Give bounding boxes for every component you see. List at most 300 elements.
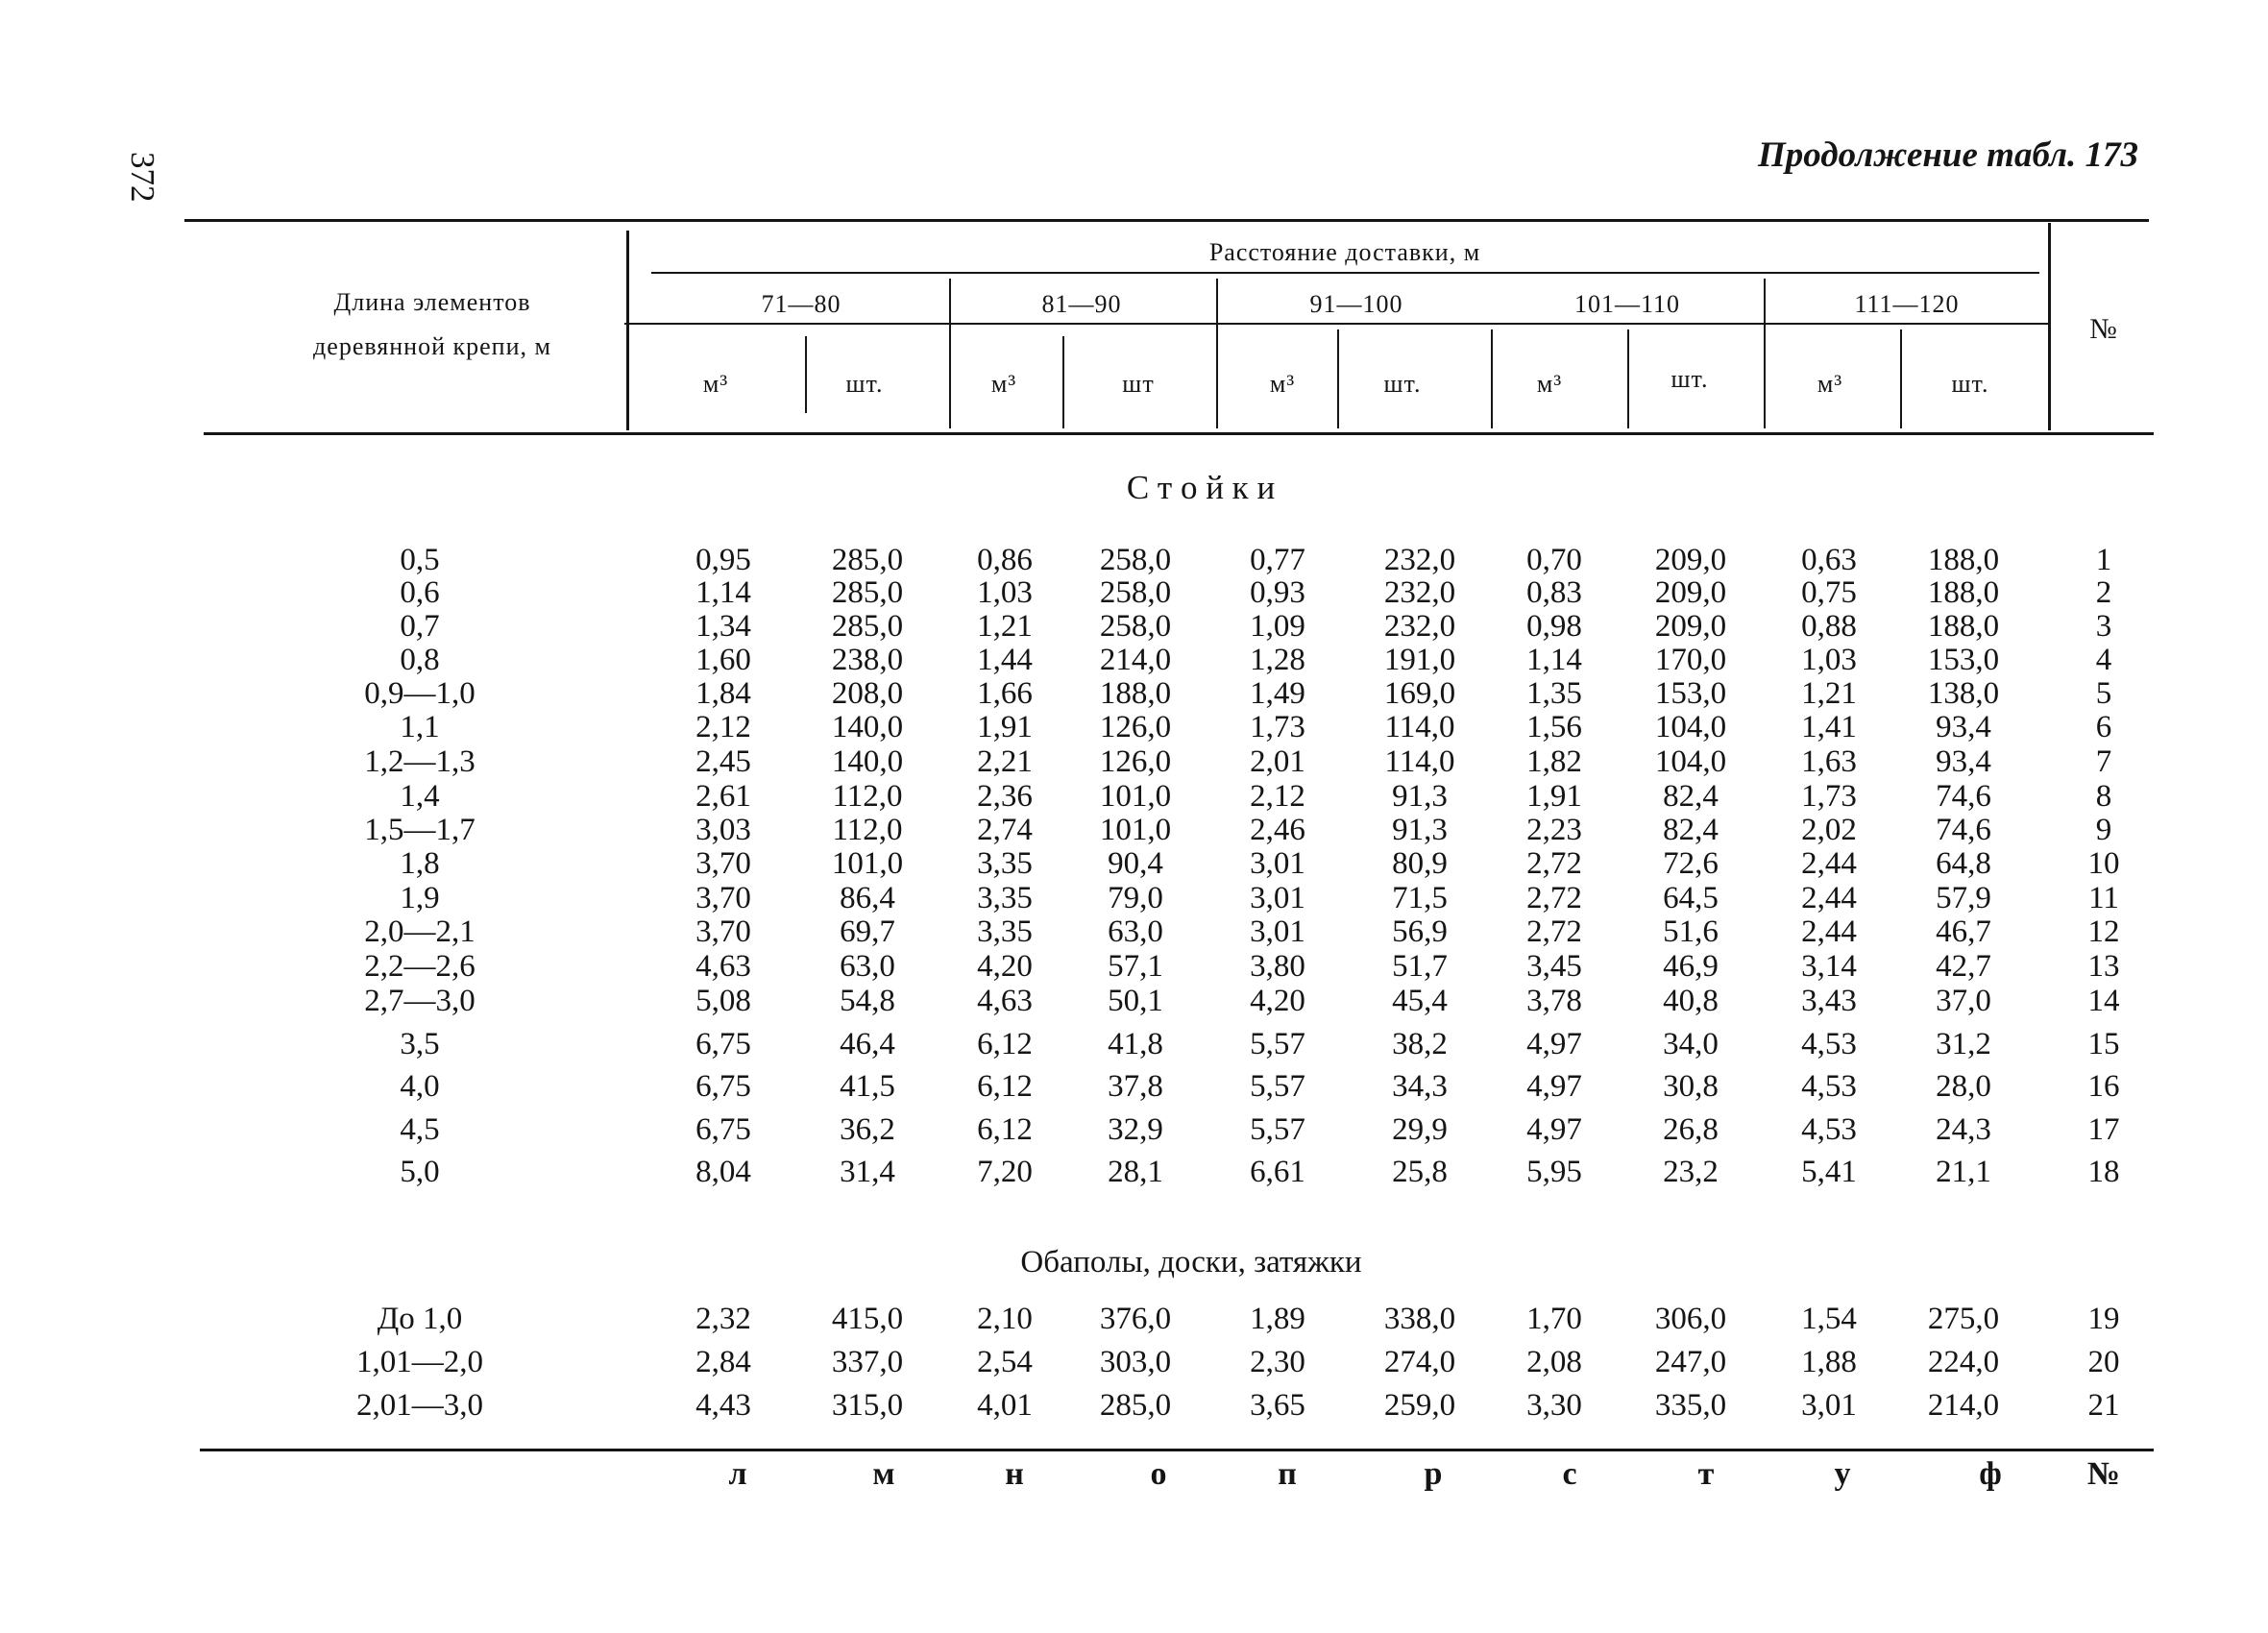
- value-cell: 1,56: [1526, 710, 1582, 744]
- value-cell: 69,7: [840, 914, 895, 949]
- value-cell: 114,0: [1384, 744, 1455, 779]
- table-row: [0, 814, 2268, 846]
- value-cell: 214,0: [1927, 1388, 2000, 1423]
- value-cell: 4,97: [1526, 1027, 1582, 1061]
- value-cell: 93,4: [1936, 710, 1991, 744]
- value-cell: 140,0: [831, 710, 904, 744]
- value-cell: 6,75: [695, 1112, 751, 1147]
- value-cell: 74,6: [1936, 779, 1991, 814]
- value-cell: 1,09: [1250, 609, 1305, 644]
- unit-label: шт.: [1383, 370, 1422, 398]
- row-length-cell: 1,01—2,0: [356, 1345, 483, 1379]
- value-cell: 285,0: [831, 575, 904, 610]
- value-cell: 3,35: [977, 881, 1033, 915]
- unit-label: шт: [1122, 370, 1155, 398]
- range-divider-4: [1764, 279, 1766, 428]
- value-cell: 126,0: [1099, 710, 1172, 744]
- value-cell: 4,53: [1801, 1069, 1857, 1104]
- value-cell: 4,01: [977, 1388, 1033, 1423]
- value-cell: 209,0: [1654, 609, 1727, 644]
- value-cell: 1,91: [1526, 779, 1582, 814]
- value-cell: 3,01: [1250, 881, 1305, 915]
- value-cell: 4,53: [1801, 1027, 1857, 1061]
- value-cell: 2,36: [977, 779, 1033, 814]
- row-length-cell: 5,0: [400, 1155, 440, 1189]
- value-cell: 3,35: [977, 914, 1033, 949]
- value-cell: 7,20: [977, 1155, 1033, 1189]
- value-cell: 1,60: [695, 643, 751, 677]
- row-number-cell: 3: [2095, 609, 2112, 644]
- value-cell: 3,65: [1250, 1388, 1305, 1423]
- value-cell: 5,57: [1250, 1112, 1305, 1147]
- value-cell: 1,88: [1801, 1345, 1857, 1379]
- value-cell: 1,49: [1250, 676, 1305, 711]
- value-cell: 4,63: [695, 949, 751, 984]
- value-cell: 188,0: [1927, 609, 2000, 644]
- row-length-cell: 1,4: [400, 779, 440, 814]
- value-cell: 2,72: [1526, 846, 1582, 881]
- range-label: 111—120: [1854, 290, 1960, 318]
- row-length-cell: 1,9: [400, 881, 440, 915]
- value-cell: 3,14: [1801, 949, 1857, 984]
- row-label-line1: Длина элементов: [333, 288, 531, 316]
- row-length-cell: 2,7—3,0: [364, 984, 476, 1018]
- value-cell: 32,9: [1108, 1112, 1163, 1147]
- value-cell: 338,0: [1383, 1302, 1456, 1336]
- unit-label: м³: [1817, 370, 1843, 398]
- value-cell: 238,0: [831, 643, 904, 677]
- row-number-cell: 15: [2087, 1027, 2120, 1061]
- value-cell: 72,6: [1663, 846, 1719, 881]
- row-length-cell: 2,0—2,1: [364, 914, 476, 949]
- section-title-stoiki: С т о й к и: [1126, 469, 1276, 506]
- value-cell: 57,9: [1936, 881, 1991, 915]
- value-cell: 2,74: [977, 813, 1033, 847]
- value-cell: 1,73: [1801, 779, 1857, 814]
- table-row: [0, 644, 2268, 676]
- row-number-cell: 21: [2087, 1388, 2120, 1423]
- row-length-cell: 1,2—1,3: [364, 744, 476, 779]
- value-cell: 2,10: [977, 1302, 1033, 1336]
- row-number-cell: 8: [2095, 779, 2112, 814]
- value-cell: 45,4: [1392, 984, 1448, 1018]
- header-divider-right: [2048, 223, 2051, 430]
- value-cell: 8,04: [695, 1155, 751, 1189]
- table-row: [0, 1156, 2268, 1188]
- unit-label: м³: [1536, 370, 1563, 398]
- value-cell: 26,8: [1663, 1112, 1719, 1147]
- table-row: [0, 711, 2268, 743]
- table-row: [0, 1303, 2268, 1335]
- unit-label: м³: [990, 370, 1017, 398]
- value-cell: 232,0: [1383, 543, 1456, 577]
- value-cell: 50,1: [1108, 984, 1163, 1018]
- value-cell: 4,97: [1526, 1112, 1582, 1147]
- value-cell: 1,89: [1250, 1302, 1305, 1336]
- value-cell: 34,3: [1392, 1069, 1448, 1104]
- value-cell: 0,93: [1250, 575, 1305, 610]
- value-cell: 46,7: [1936, 914, 1991, 949]
- value-cell: 6,75: [695, 1069, 751, 1104]
- value-cell: 6,12: [977, 1069, 1033, 1104]
- value-cell: 51,7: [1392, 949, 1448, 984]
- value-cell: 232,0: [1383, 609, 1456, 644]
- value-cell: 31,2: [1936, 1027, 1991, 1061]
- row-number-cell: 9: [2095, 813, 2112, 847]
- value-cell: 3,30: [1526, 1388, 1582, 1423]
- value-cell: 101,0: [1099, 779, 1172, 814]
- value-cell: 4,53: [1801, 1112, 1857, 1147]
- row-label-line2: деревянной крепи, м: [313, 332, 551, 360]
- row-length-cell: 1,1: [400, 710, 440, 744]
- range-underline: [624, 323, 2051, 325]
- table-row: [0, 1346, 2268, 1378]
- value-cell: 37,8: [1108, 1069, 1163, 1104]
- page-number: 372: [124, 152, 161, 203]
- row-number-cell: 12: [2087, 914, 2120, 949]
- value-cell: 208,0: [831, 676, 904, 711]
- unit-label: шт.: [1671, 365, 1709, 393]
- unit-label: м³: [1269, 370, 1296, 398]
- value-cell: 1,91: [977, 710, 1033, 744]
- unit-divider-1: [805, 336, 807, 413]
- value-cell: 0,86: [977, 543, 1033, 577]
- value-cell: 41,5: [840, 1069, 895, 1104]
- range-divider-2: [1216, 279, 1218, 428]
- value-cell: 2,12: [695, 710, 751, 744]
- footer-letter: т: [1697, 1456, 1715, 1492]
- value-cell: 0,75: [1801, 575, 1857, 610]
- value-cell: 2,72: [1526, 914, 1582, 949]
- value-cell: 3,03: [695, 813, 751, 847]
- value-cell: 2,44: [1801, 846, 1857, 881]
- table-caption: Продолжение табл. 173: [1758, 135, 2138, 175]
- value-cell: 285,0: [1099, 1388, 1172, 1423]
- value-cell: 232,0: [1383, 575, 1456, 610]
- value-cell: 63,0: [840, 949, 895, 984]
- row-number-cell: 10: [2087, 846, 2120, 881]
- row-number-cell: 19: [2087, 1302, 2120, 1336]
- value-cell: 3,01: [1250, 914, 1305, 949]
- value-cell: 1,35: [1526, 676, 1582, 711]
- table-row: [0, 985, 2268, 1017]
- value-cell: 3,01: [1801, 1388, 1857, 1423]
- table-bottom-rule: [200, 1449, 2154, 1451]
- unit-divider-2: [1062, 336, 1064, 428]
- value-cell: 126,0: [1099, 744, 1172, 779]
- unit-divider-3: [1337, 329, 1339, 428]
- row-length-cell: 2,2—2,6: [364, 949, 476, 984]
- value-cell: 41,8: [1108, 1027, 1163, 1061]
- footer-letter: н: [1005, 1456, 1024, 1492]
- table-row: [0, 1389, 2268, 1422]
- value-cell: 153,0: [1927, 643, 2000, 677]
- row-length-cell: 4,5: [400, 1112, 440, 1147]
- value-cell: 1,63: [1801, 744, 1857, 779]
- row-length-cell: 4,0: [400, 1069, 440, 1104]
- footer-letter: у: [1834, 1456, 1851, 1492]
- number-column-label: №: [2089, 313, 2118, 345]
- footer-letter: №: [2086, 1456, 2121, 1492]
- value-cell: 315,0: [831, 1388, 904, 1423]
- value-cell: 21,1: [1936, 1155, 1991, 1189]
- value-cell: 46,9: [1663, 949, 1719, 984]
- value-cell: 1,03: [1801, 643, 1857, 677]
- value-cell: 2,72: [1526, 881, 1582, 915]
- value-cell: 2,08: [1526, 1345, 1582, 1379]
- top-rule: [184, 219, 2149, 222]
- value-cell: 51,6: [1663, 914, 1719, 949]
- value-cell: 140,0: [831, 744, 904, 779]
- row-length-cell: 2,01—3,0: [356, 1388, 483, 1423]
- footer-letter: л: [728, 1456, 747, 1492]
- value-cell: 82,4: [1663, 779, 1719, 814]
- row-number-cell: 1: [2095, 543, 2112, 577]
- value-cell: 64,8: [1936, 846, 1991, 881]
- value-cell: 2,32: [695, 1302, 751, 1336]
- value-cell: 4,20: [1250, 984, 1305, 1018]
- value-cell: 2,54: [977, 1345, 1033, 1379]
- value-cell: 258,0: [1099, 543, 1172, 577]
- value-cell: 1,70: [1526, 1302, 1582, 1336]
- value-cell: 23,2: [1663, 1155, 1719, 1189]
- value-cell: 101,0: [831, 846, 904, 881]
- value-cell: 28,0: [1936, 1069, 1991, 1104]
- value-cell: 5,08: [695, 984, 751, 1018]
- value-cell: 3,35: [977, 846, 1033, 881]
- value-cell: 170,0: [1654, 643, 1727, 677]
- value-cell: 247,0: [1654, 1345, 1727, 1379]
- value-cell: 6,12: [977, 1112, 1033, 1147]
- value-cell: 90,4: [1108, 846, 1163, 881]
- value-cell: 275,0: [1927, 1302, 2000, 1336]
- value-cell: 4,20: [977, 949, 1033, 984]
- value-cell: 138,0: [1927, 676, 2000, 711]
- value-cell: 224,0: [1927, 1345, 2000, 1379]
- value-cell: 40,8: [1663, 984, 1719, 1018]
- range-label: 71—80: [761, 290, 841, 318]
- value-cell: 3,01: [1250, 846, 1305, 881]
- value-cell: 71,5: [1392, 881, 1448, 915]
- value-cell: 6,61: [1250, 1155, 1305, 1189]
- value-cell: 101,0: [1099, 813, 1172, 847]
- table-row: [0, 576, 2268, 609]
- value-cell: 0,70: [1526, 543, 1582, 577]
- table-row: [0, 847, 2268, 880]
- value-cell: 2,30: [1250, 1345, 1305, 1379]
- table-row: [0, 1028, 2268, 1060]
- value-cell: 104,0: [1654, 710, 1727, 744]
- table-row: [0, 677, 2268, 710]
- row-number-cell: 13: [2087, 949, 2120, 984]
- row-length-cell: 0,7: [400, 609, 440, 644]
- value-cell: 303,0: [1099, 1345, 1172, 1379]
- row-number-cell: 5: [2095, 676, 2112, 711]
- value-cell: 0,95: [695, 543, 751, 577]
- value-cell: 1,44: [977, 643, 1033, 677]
- value-cell: 285,0: [831, 543, 904, 577]
- value-cell: 2,44: [1801, 881, 1857, 915]
- value-cell: 2,84: [695, 1345, 751, 1379]
- table-row: [0, 610, 2268, 643]
- value-cell: 56,9: [1392, 914, 1448, 949]
- value-cell: 376,0: [1099, 1302, 1172, 1336]
- value-cell: 1,21: [1801, 676, 1857, 711]
- value-cell: 24,3: [1936, 1112, 1991, 1147]
- row-number-cell: 17: [2087, 1112, 2120, 1147]
- row-number-cell: 14: [2087, 984, 2120, 1018]
- value-cell: 54,8: [840, 984, 895, 1018]
- row-number-cell: 18: [2087, 1155, 2120, 1189]
- value-cell: 29,9: [1392, 1112, 1448, 1147]
- row-length-cell: 3,5: [400, 1027, 440, 1061]
- row-number-cell: 20: [2087, 1345, 2120, 1379]
- value-cell: 2,45: [695, 744, 751, 779]
- value-cell: 337,0: [831, 1345, 904, 1379]
- value-cell: 1,66: [977, 676, 1033, 711]
- unit-label: м³: [702, 370, 729, 398]
- unit-label: шт.: [1951, 370, 1989, 398]
- value-cell: 5,41: [1801, 1155, 1857, 1189]
- value-cell: 5,57: [1250, 1069, 1305, 1104]
- value-cell: 3,45: [1526, 949, 1582, 984]
- value-cell: 335,0: [1654, 1388, 1727, 1423]
- value-cell: 6,12: [977, 1027, 1033, 1061]
- value-cell: 2,44: [1801, 914, 1857, 949]
- value-cell: 1,34: [695, 609, 751, 644]
- table-row: [0, 745, 2268, 778]
- value-cell: 28,1: [1108, 1155, 1163, 1189]
- unit-divider-6: [1900, 329, 1902, 428]
- value-cell: 104,0: [1654, 744, 1727, 779]
- value-cell: 0,83: [1526, 575, 1582, 610]
- footer-letter: р: [1424, 1456, 1443, 1492]
- row-number-cell: 11: [2088, 881, 2119, 915]
- value-cell: 82,4: [1663, 813, 1719, 847]
- row-length-cell: 0,5: [400, 543, 440, 577]
- table-row: [0, 780, 2268, 813]
- value-cell: 91,3: [1392, 813, 1448, 847]
- value-cell: 37,0: [1936, 984, 1991, 1018]
- table-row: [0, 915, 2268, 948]
- row-number-cell: 16: [2087, 1069, 2120, 1104]
- value-cell: 1,54: [1801, 1302, 1857, 1336]
- value-cell: 1,14: [695, 575, 751, 610]
- value-cell: 188,0: [1927, 543, 2000, 577]
- value-cell: 3,70: [695, 914, 751, 949]
- value-cell: 258,0: [1099, 575, 1172, 610]
- value-cell: 2,21: [977, 744, 1033, 779]
- value-cell: 1,21: [977, 609, 1033, 644]
- value-cell: 0,98: [1526, 609, 1582, 644]
- footer-letter: с: [1562, 1456, 1577, 1492]
- value-cell: 63,0: [1108, 914, 1163, 949]
- value-cell: 2,61: [695, 779, 751, 814]
- range-label: 101—110: [1573, 290, 1681, 318]
- value-cell: 3,78: [1526, 984, 1582, 1018]
- value-cell: 2,23: [1526, 813, 1582, 847]
- distance-title: Расстояние доставки, м: [1208, 238, 1481, 266]
- value-cell: 258,0: [1099, 609, 1172, 644]
- unit-label: шт.: [845, 370, 884, 398]
- value-cell: 1,28: [1250, 643, 1305, 677]
- value-cell: 2,01: [1250, 744, 1305, 779]
- table-row: [0, 1113, 2268, 1146]
- value-cell: 306,0: [1654, 1302, 1727, 1336]
- value-cell: 25,8: [1392, 1155, 1448, 1189]
- value-cell: 2,12: [1250, 779, 1305, 814]
- value-cell: 153,0: [1654, 676, 1727, 711]
- row-length-cell: До 1,0: [377, 1302, 463, 1336]
- value-cell: 42,7: [1936, 949, 1991, 984]
- value-cell: 4,63: [977, 984, 1033, 1018]
- value-cell: 5,57: [1250, 1027, 1305, 1061]
- value-cell: 214,0: [1099, 643, 1172, 677]
- row-number-cell: 2: [2095, 575, 2112, 610]
- value-cell: 91,3: [1392, 779, 1448, 814]
- value-cell: 0,88: [1801, 609, 1857, 644]
- value-cell: 46,4: [840, 1027, 895, 1061]
- value-cell: 2,46: [1250, 813, 1305, 847]
- value-cell: 36,2: [840, 1112, 895, 1147]
- row-number-cell: 7: [2095, 744, 2112, 779]
- value-cell: 112,0: [832, 813, 903, 847]
- value-cell: 285,0: [831, 609, 904, 644]
- value-cell: 6,75: [695, 1027, 751, 1061]
- value-cell: 1,03: [977, 575, 1033, 610]
- value-cell: 38,2: [1392, 1027, 1448, 1061]
- value-cell: 93,4: [1936, 744, 1991, 779]
- value-cell: 1,73: [1250, 710, 1305, 744]
- value-cell: 1,84: [695, 676, 751, 711]
- footer-letter: п: [1278, 1456, 1297, 1492]
- unit-divider-4: [1491, 329, 1493, 428]
- value-cell: 209,0: [1654, 575, 1727, 610]
- row-length-cell: 0,9—1,0: [364, 676, 476, 711]
- value-cell: 86,4: [840, 881, 895, 915]
- unit-divider-5: [1627, 329, 1629, 428]
- table-row: [0, 882, 2268, 914]
- value-cell: 274,0: [1383, 1345, 1456, 1379]
- value-cell: 31,4: [840, 1155, 895, 1189]
- row-number-cell: 4: [2095, 643, 2112, 677]
- footer-letter: м: [872, 1456, 895, 1492]
- value-cell: 169,0: [1383, 676, 1456, 711]
- value-cell: 79,0: [1108, 881, 1163, 915]
- row-number-cell: 6: [2095, 710, 2112, 744]
- value-cell: 415,0: [831, 1302, 904, 1336]
- range-label: 91—100: [1309, 290, 1403, 318]
- value-cell: 114,0: [1384, 710, 1455, 744]
- row-length-cell: 0,8: [400, 643, 440, 677]
- section-title-obapoly: Обаполы, доски, затяжки: [1020, 1245, 1362, 1280]
- table-row: [0, 1070, 2268, 1103]
- value-cell: 191,0: [1383, 643, 1456, 677]
- value-cell: 3,43: [1801, 984, 1857, 1018]
- header-bottom-rule: [204, 432, 2154, 435]
- value-cell: 188,0: [1927, 575, 2000, 610]
- value-cell: 1,41: [1801, 710, 1857, 744]
- value-cell: 4,43: [695, 1388, 751, 1423]
- value-cell: 112,0: [832, 779, 903, 814]
- value-cell: 2,02: [1801, 813, 1857, 847]
- value-cell: 74,6: [1936, 813, 1991, 847]
- value-cell: 188,0: [1099, 676, 1172, 711]
- value-cell: 259,0: [1383, 1388, 1456, 1423]
- distance-underline: [651, 272, 2039, 274]
- header-divider-left: [626, 231, 629, 430]
- value-cell: 1,82: [1526, 744, 1582, 779]
